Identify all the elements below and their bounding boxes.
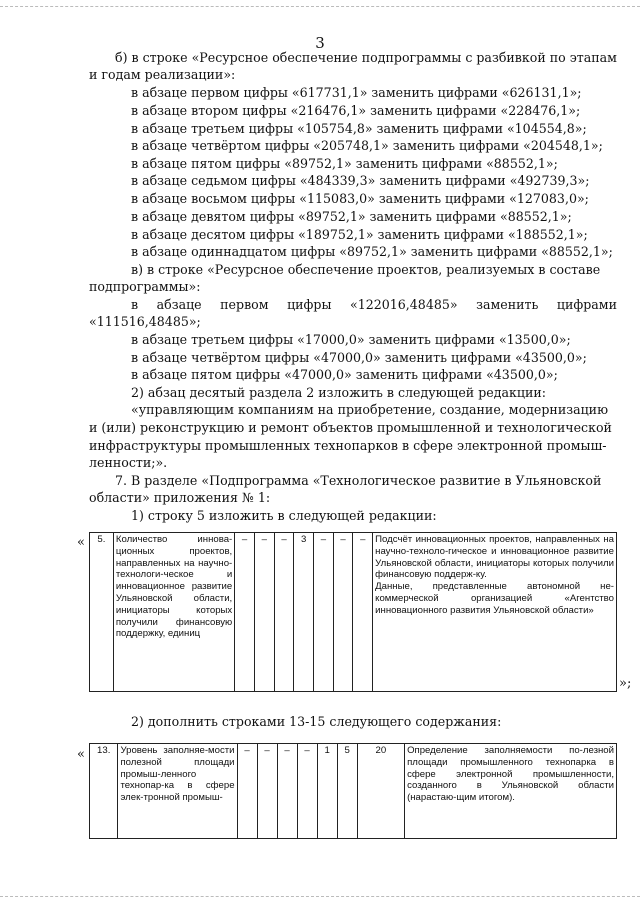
table-row xyxy=(90,533,617,692)
text-line: в абзаце третьем цифры «17000,0» заменить цифрами «13500,0»; xyxy=(131,332,571,347)
value-cell: – xyxy=(353,533,373,692)
text-line: ленности;». xyxy=(89,455,168,470)
value-cell: – xyxy=(235,533,255,692)
text-line: 2) дополнить строками 13-15 следующего содержания: xyxy=(131,714,502,729)
text-line: в абзаце четвёртом цифры «47000,0» заменить цифрами «43500,0»; xyxy=(131,350,587,365)
text-line: 7. В разделе «Подпрограмма «Технологическое развитие в Ульяновской xyxy=(115,473,602,488)
value-cell: – xyxy=(254,533,274,692)
value-cell: – xyxy=(274,533,294,692)
row-number: 13. xyxy=(90,744,118,839)
text-line: и годам реализации»: xyxy=(89,67,236,82)
value-cell: 3 xyxy=(294,533,314,692)
indicator-name: Уровень заполняе-мости полезной площади промыш-ленного технопар-ка в сфере элек-тронной промыш- xyxy=(118,744,237,839)
value-cell: – xyxy=(257,744,277,839)
text-line: области» приложения № 1: xyxy=(89,490,271,505)
open-quote: « xyxy=(77,747,85,762)
indicator-table-row-13 xyxy=(89,743,617,839)
text-line: инфраструктуры промышленных технопарков в сфере электронной промыш- xyxy=(89,438,607,453)
text-line: в абзаце пятом цифры «89752,1» заменить цифрами «88552,1»; xyxy=(131,156,558,171)
text-line: 2) абзац десятый раздела 2 изложить в следующей редакции: xyxy=(131,385,546,400)
value-cell: – xyxy=(314,533,334,692)
text-line: в абзаце восьмом цифры «115083,0» заменить цифрами «127083,0»; xyxy=(131,191,589,206)
indicator-table-row-5 xyxy=(89,532,617,692)
value-cell: – xyxy=(333,533,353,692)
close-quote: »; xyxy=(619,676,632,691)
text-line-justified xyxy=(131,296,617,313)
text-line: «управляющим компаниям на приобретение, создание, модернизацию xyxy=(131,402,609,417)
value-cell: 5 xyxy=(337,744,357,839)
value-cell: – xyxy=(277,744,297,839)
open-quote: « xyxy=(77,535,85,550)
scan-bottom-edge xyxy=(0,896,640,897)
justified-word: цифры xyxy=(287,297,332,312)
value-cell: 20 xyxy=(357,744,404,839)
text-line: 1) строку 5 изложить в следующей редакции: xyxy=(131,508,437,523)
text-line: «111516,48485»; xyxy=(89,314,201,329)
text-line: в абзаце втором цифры «216476,1» заменить цифрами «228476,1»; xyxy=(131,103,581,118)
scan-top-edge xyxy=(0,6,640,7)
value-cell: 1 xyxy=(317,744,337,839)
text-line: подпрограммы»: xyxy=(89,279,201,294)
justified-word: первом xyxy=(220,297,269,312)
justified-word: цифрами xyxy=(556,297,617,312)
value-cell: – xyxy=(237,744,257,839)
text-line: в) в строке «Ресурсное обеспечение проектов, реализуемых в составе xyxy=(131,262,601,277)
text-line: в абзаце девятом цифры «89752,1» заменить цифрами «88552,1»; xyxy=(131,209,572,224)
justified-word: «122016,48485» xyxy=(350,297,458,312)
justified-word: абзаце xyxy=(156,297,202,312)
justified-word: заменить xyxy=(476,297,539,312)
description-part: Подсчёт инновационных проектов, направленных на научно-техноло-гическое и инновационное развитие Ульяновской области, инициаторы которых получили финансовую поддерж-ку. xyxy=(375,534,614,581)
text-line: в абзаце десятом цифры «189752,1» заменить цифрами «188552,1»; xyxy=(131,227,588,242)
indicator-description xyxy=(373,533,617,692)
justified-word: в xyxy=(131,297,139,312)
text-line: и (или) реконструкцию и ремонт объектов промышленной и технологической xyxy=(89,420,612,435)
text-line: в абзаце пятом цифры «47000,0» заменить цифрами «43500,0»; xyxy=(131,367,558,382)
indicator-name: Количество иннова-ционных проектов, направленных на научно-технологи-ческое и инновационное развитие Ульяновской области, инициаторы которых получили финансовую поддержку, единиц xyxy=(113,533,234,692)
text-line: в абзаце четвёртом цифры «205748,1» заменить цифрами «204548,1»; xyxy=(131,138,603,153)
text-line: б) в строке «Ресурсное обеспечение подпрограммы с разбивкой по этапам xyxy=(115,50,617,65)
value-cell: – xyxy=(297,744,317,839)
text-line: в абзаце седьмом цифры «484339,3» заменить цифрами «492739,3»; xyxy=(131,173,590,188)
description-part: Данные, представленные автономной не-коммерческой организацией «Агентство инновационного развития Ульяновской области» xyxy=(375,581,614,616)
text-line: в абзаце одиннадцатом цифры «89752,1» заменить цифрами «88552,1»; xyxy=(131,244,613,259)
page-number: 3 xyxy=(315,34,325,52)
table-row xyxy=(90,744,617,839)
row-number: 5. xyxy=(90,533,114,692)
text-line: в абзаце первом цифры «617731,1» заменить цифрами «626131,1»; xyxy=(131,85,582,100)
indicator-description: Определение заполняемости по-лезной площади промышленного технопарка в сфере электронной промышленности, созданного в Ульяновской области (нарастаю-щим итогом). xyxy=(405,744,617,839)
text-line: в абзаце третьем цифры «105754,8» заменить цифрами «104554,8»; xyxy=(131,121,587,136)
